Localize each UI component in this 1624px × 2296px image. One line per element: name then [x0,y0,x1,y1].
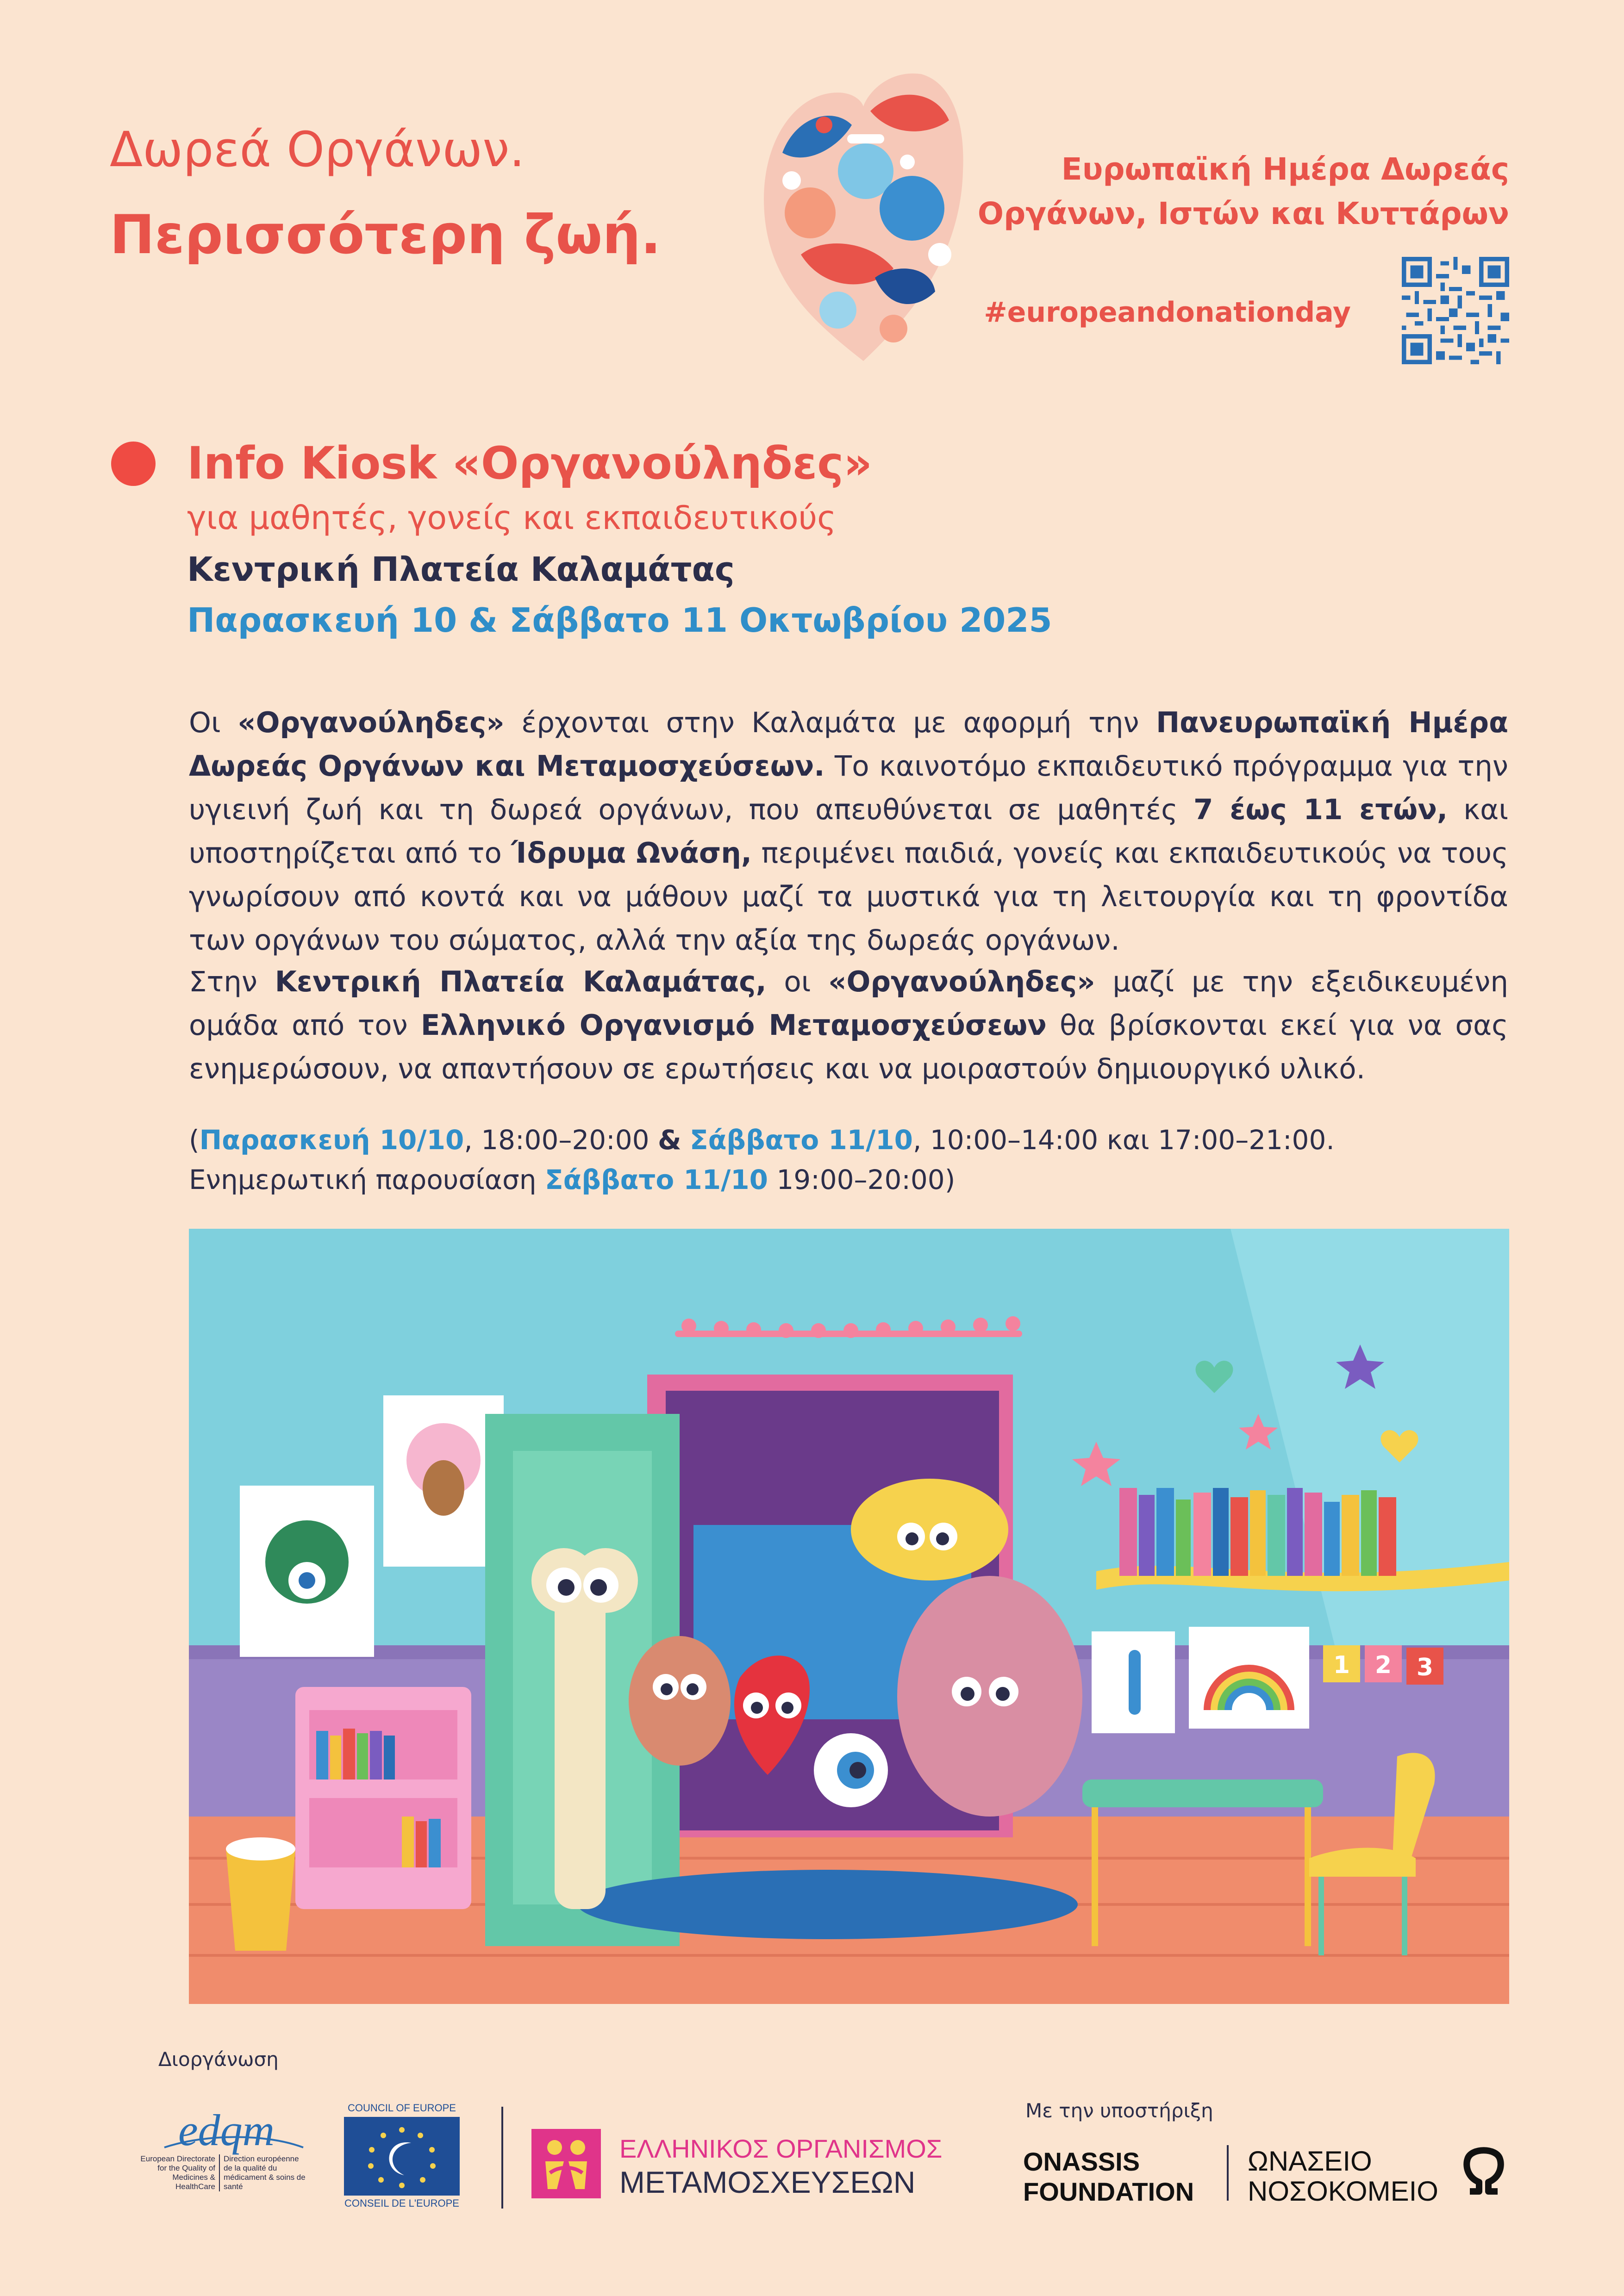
european-day-title-line2: Οργάνων, Ιστών και Κυττάρων [977,196,1509,231]
campaign-title-line2: Περισσότερη ζωή. [110,204,661,266]
onassis-foundation-logo [1023,2143,1222,2208]
hellenic-transplant-organization-logo [531,2129,948,2198]
edqm-english-name: European Directorate for the Quality of Medicines & HealthCare [137,2154,220,2191]
text-run: Σάββατο 11/10 [689,1124,913,1156]
text-run: Ελληνικό Οργανισμό Μεταμοσχεύσεων [420,1009,1047,1042]
text-run: περιμένει παιδιά, γονείς και εκπαιδευτικούς να τους γνωρίσουν από κοντά και να μάθουν μαζί τα μυστικά για τη λειτουργία και τη φροντίδα των οργάνων του σώματος, αλλά την αξία της δωρεάς οργάνων. [189,837,1509,957]
event-venue: Κεντρική Πλατεία Καλαμάτας [187,550,735,589]
text-run: Ενημερωτική παρουσίαση [189,1164,545,1195]
campaign-title-line1: Δωρεά Οργάνων. [110,121,525,178]
text-run: έρχονται στην Καλαμάτα με αφορμή την [504,706,1156,739]
coe-name-fr: CONSEIL DE L'EUROPE [344,2197,459,2209]
hashtag: #europeandonationday [984,296,1351,329]
text-run: ( [189,1124,200,1156]
heart-collage-illustration [755,60,972,375]
text-run: μαζί με την εξειδικευμένη ομάδα από τον [189,965,1508,1042]
text-run: Οι [189,706,238,739]
onassis-hospital-line1: ΩΝΑΣΕΙΟ [1248,2146,1372,2177]
text-run: θα βρίσκονται εκεί για να σας ενημερώσουν, να απαντήσουν σε ερωτήσεις και να μοιραστούν δημιουργικό υλικό. [189,1009,1508,1085]
onassis-foundation-line1: ONASSIS [1023,2147,1140,2176]
omega-symbol-icon [1461,2140,1507,2196]
text-run: οι [766,965,829,998]
number-block-3: 3 [1416,1654,1434,1681]
text-run: Πανευρωπαϊκή Ημέρα Δωρεάς Οργάνων και Μεταμοσχεύσεων. [189,706,1508,783]
coe-name-en: COUNCIL OF EUROPE [348,2102,456,2114]
text-run: Το καινοτόμο εκπαιδευτικό πρόγραμμα για την υγιεινή ζωή και τη δωρεά οργάνων, που απευθύνεται σε μαθητές [189,750,1508,826]
text-run: «Οργανούληδες» [828,965,1095,998]
text-run: & [657,1124,681,1156]
body-paragraph-1 [189,701,1508,962]
edqm-wordmark: edqm [178,2105,275,2155]
text-run: Στην [189,965,275,998]
qr-code-icon[interactable] [1402,257,1509,364]
text-run: Σάββατο 11/10 [544,1164,768,1195]
text-run: «Οργανούληδες» [237,706,505,739]
onassis-hospital-line2: ΝΟΣΟΚΟΜΕΙΟ [1248,2176,1438,2207]
classroom-organ-characters-illustration [189,1229,1509,2004]
onassis-hospital-logo [1248,2143,1442,2208]
edqm-french-name: Direction européenne de la qualité du médicament & soins de santé [224,2154,306,2191]
text-run: , 18:00–20:00 [464,1124,658,1156]
eom-name-line1: ΕΛΛΗΝΙΚΟΣ ΟΡΓΑΝΙΣΜΟΣ [619,2134,943,2163]
number-block-1: 1 [1333,1651,1350,1679]
text-run [681,1124,690,1156]
european-day-title-line1: Ευρωπαϊκή Ημέρα Δωρεάς [1061,151,1509,187]
event-bullet-dot [111,442,156,486]
event-audience: για μαθητές, γονείς και εκπαιδευτικούς [187,499,837,537]
support-label: Με την υποστήριξη [1025,2099,1213,2122]
text-run: 19:00–20:00) [768,1164,956,1195]
european-day-title [954,147,1509,236]
number-block-2: 2 [1374,1651,1392,1679]
footer-divider [1227,2145,1229,2201]
council-of-europe-logo [335,2101,469,2210]
text-run: 7 έως 11 ετών, [1193,793,1448,826]
organizers-label: Διοργάνωση [158,2048,279,2071]
edqm-logo [137,2101,312,2203]
onassis-foundation-line2: FOUNDATION [1023,2177,1194,2206]
text-run: Κεντρική Πλατεία Καλαμάτας, [275,965,767,998]
footer-divider [501,2107,503,2209]
text-run: και υποστηρίζεται από το [189,793,1508,870]
body-paragraph-2 [189,960,1508,1091]
text-run: , 10:00–14:00 και 17:00–21:00. [912,1124,1335,1156]
event-title: Info Kiosk «Οργανούληδες» [187,437,873,489]
event-dates: Παρασκευή 10 & Σάββατο 11 Οκτωβρίου 2025 [187,601,1052,640]
text-run: Ίδρυμα Ωνάση, [511,837,752,870]
schedule-details [189,1120,1531,1200]
text-run: Παρασκευή 10/10 [199,1124,464,1156]
eom-name-line2: ΜΕΤΑΜΟΣΧΕΥΣΕΩΝ [619,2165,916,2198]
